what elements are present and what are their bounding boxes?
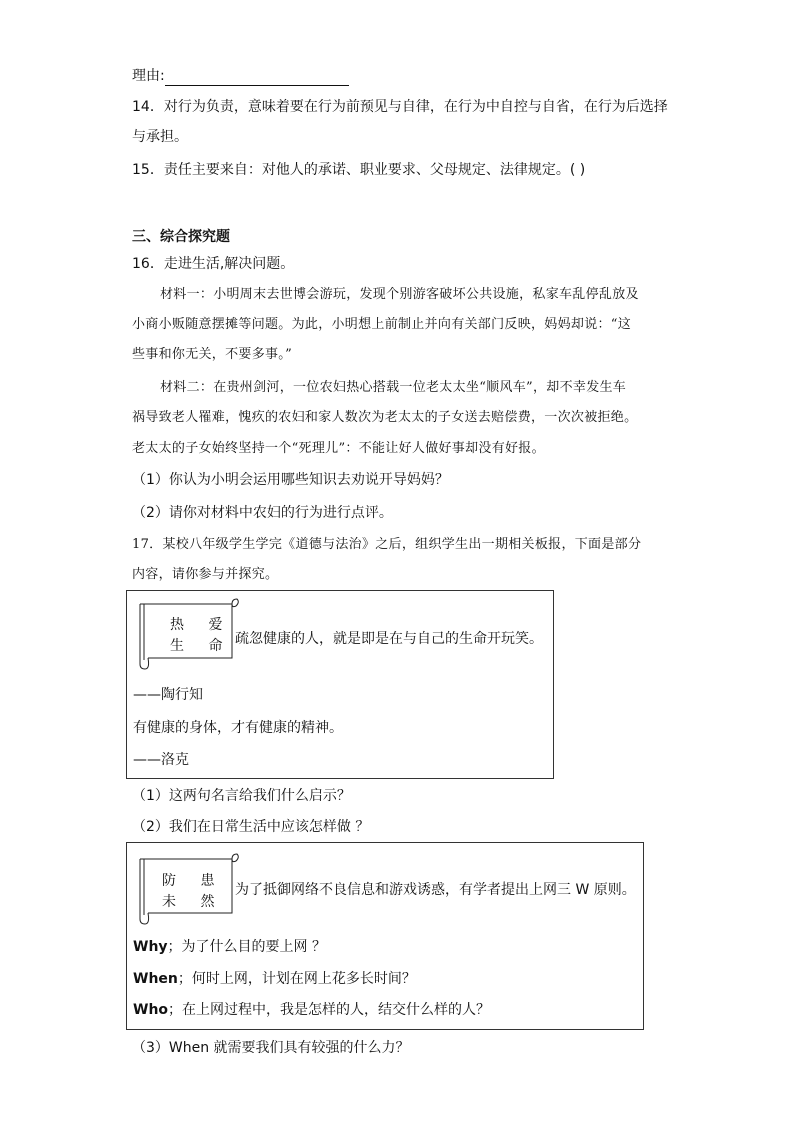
rule-when-label: When <box>133 971 178 987</box>
question-17-3: （3）When 就需要我们具有较强的什么力？ <box>132 1040 410 1056</box>
material-1-line3: 些事和你无关，不要多事。” <box>132 347 293 362</box>
scroll-title-bottom: 生 命 <box>170 638 233 654</box>
scroll-banner-prevention <box>134 853 240 925</box>
question-16-1: （1）你认为小明会运用哪些知识去劝说开导妈妈？ <box>132 472 449 488</box>
scroll-title-bottom: 未 然 <box>162 894 225 910</box>
material-2-line3: 老太太的子女始终坚持一个“死理儿”：不能让好人做好事却没有好报。 <box>132 441 545 456</box>
question-14-line2: 与承担。 <box>132 129 188 145</box>
material-2-line2: 祸导致老人罹难，愧疚的农妇和家人数次为老太太的子女送去赔偿费，一次次被拒绝。 <box>132 410 638 425</box>
quote-author-locke: ——洛克 <box>133 752 189 768</box>
rule-who <box>133 1000 490 1020</box>
rule-who-text: ；在上网过程中，我是怎样的人，结交什么样的人？ <box>168 1002 491 1018</box>
question-14-line1: 14．对行为负责，意味着要在行为前预见与自律，在行为中自控与自省，在行为后选择 <box>132 99 668 115</box>
reason-line <box>132 66 349 86</box>
rule-why-label: Why <box>133 939 168 955</box>
quote-locke: 有健康的身体，才有健康的精神。 <box>133 720 343 736</box>
material-1-line1: 材料一：小明周末去世博会游玩，发现个别游客破坏公共设施，私家车乱停乱放及 <box>160 287 639 302</box>
question-17-line2: 内容，请你参与并探究。 <box>132 567 279 582</box>
reason-label: 理由: <box>132 68 165 84</box>
rule-when <box>133 969 416 989</box>
scroll-title-top: 热 爱 <box>170 617 233 633</box>
scroll-title-top: 防 患 <box>162 873 225 889</box>
quote-author-tao: ——陶行知 <box>133 687 203 703</box>
question-16-2: （2）请你对材料中农妇的行为进行点评。 <box>132 505 393 521</box>
rule-who-label: Who <box>133 1002 169 1018</box>
material-2-line1: 材料二：在贵州剑河，一位农妇热心搭载一位老太太坐“顺风车”，却不幸发生车 <box>160 380 627 395</box>
rule-why <box>133 937 326 957</box>
quote-box-internet <box>126 842 644 1030</box>
rule-when-text: ；何时上网，计划在网上花多长时间？ <box>177 971 416 987</box>
reason-answer-blank[interactable] <box>165 70 349 86</box>
scroll-banner-love-life <box>134 598 240 670</box>
rule-why-text: ；为了什么目的要上网 ？ <box>167 939 326 955</box>
quote-tao-xingzhi: 疏忽健康的人，就是即是在与自己的生命开玩笑。 <box>235 631 543 647</box>
quote-box-health <box>126 590 554 779</box>
scroll-icon <box>134 598 240 670</box>
material-1-line2: 小商小贩随意摆摊等问题。为此，小明想上前制止并向有关部门反映，妈妈却说：“这 <box>132 317 632 332</box>
question-17-1: （1）这两句名言给我们什么启示？ <box>132 788 351 804</box>
question-17-2: （2）我们在日常生活中应该怎样做 ？ <box>132 819 370 835</box>
internet-rule-intro: 为了抵御网络不良信息和游戏诱惑，有学者提出上网三 W 原则。 <box>235 882 636 898</box>
question-15: 15．责任主要来自：对他人的承诺、职业要求、父母规定、法律规定。( ) <box>132 162 586 178</box>
section-heading: 三、综合探究题 <box>132 229 230 245</box>
question-17-line1: 17．某校八年级学生学完《道德与法治》之后，组织学生出一期相关板报，下面是部分 <box>132 537 642 552</box>
question-16: 16．走进生活,解决问题。 <box>132 256 295 272</box>
